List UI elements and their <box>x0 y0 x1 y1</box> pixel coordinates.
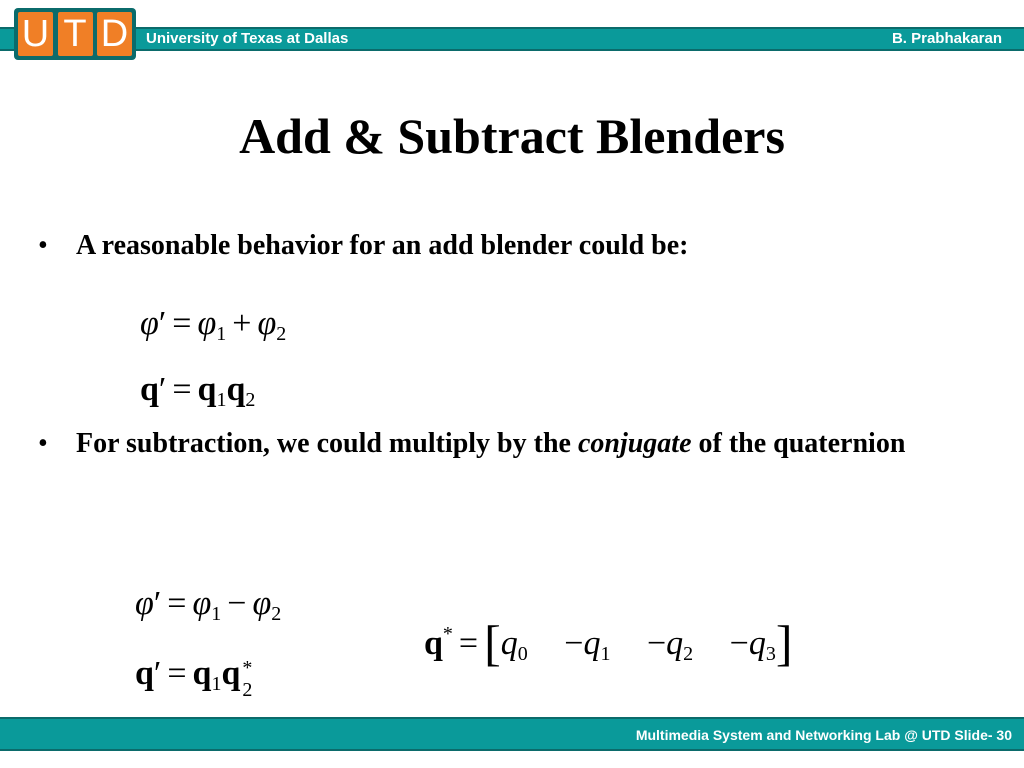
bullet-text: A reasonable behavior for an add blender could be: <box>76 230 689 261</box>
equation-q-subtract: $q' = q_1q$ * 2 <box>135 655 253 701</box>
equation-q-add: $q' = q_1q_2$ <box>140 371 256 411</box>
equation-phi-subtract: $\varphi' = \varphi_1 - \varphi_2$ <box>135 585 282 625</box>
bullet-marker: • <box>38 428 48 459</box>
slide-title: Add & Subtract Blenders <box>239 108 785 164</box>
equation-phi-add: $\varphi' = \varphi_1 + \varphi_2$ <box>140 305 287 345</box>
emphasis-conjugate: conjugate <box>577 428 692 459</box>
utd-logo <box>14 8 136 60</box>
author-name: B. Prabhakaran <box>891 30 1002 47</box>
logo-letter-d: D <box>97 12 132 56</box>
footer-text: Multimedia System and Networking Lab @ UTD Slide- 30 <box>635 727 1012 743</box>
logo-letter-u: U <box>18 12 53 56</box>
university-name: University of Texas at Dallas <box>146 30 349 47</box>
bullet-text: For subtraction, we could multiply by the conjugate of the quaternion <box>76 428 906 459</box>
footer-bar <box>0 717 1024 751</box>
bullet-marker: • <box>38 230 48 261</box>
logo-letter-t: T <box>58 12 93 56</box>
equation-conjugate: $q^* = [q_0 -q_1 -q_2 -q_3]$ <box>424 615 793 671</box>
